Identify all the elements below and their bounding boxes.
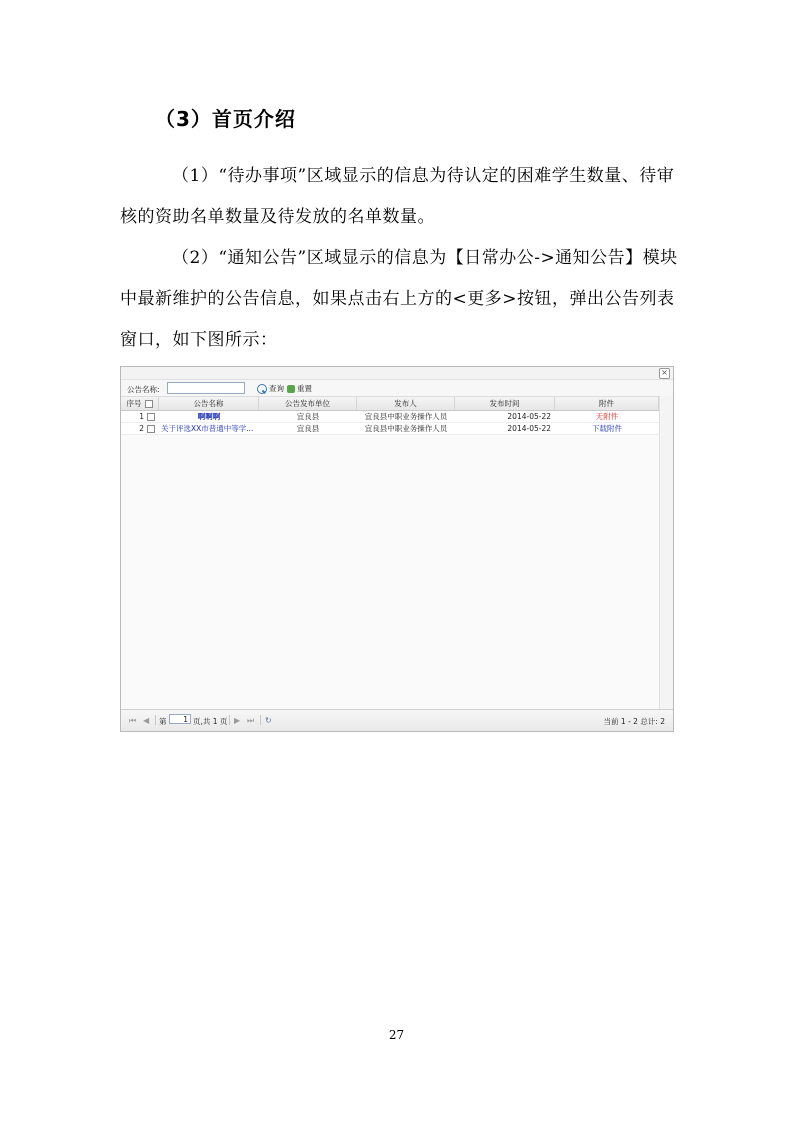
header-name[interactable]: 公告名称	[159, 397, 259, 410]
section-heading: （3）首页介绍	[155, 107, 296, 131]
row-unit: 宜良县	[296, 412, 320, 421]
reset-button-label: 重置	[297, 384, 312, 393]
vertical-scrollbar[interactable]	[659, 396, 673, 709]
row-time: 2014-05-22	[507, 412, 551, 421]
row-attachment[interactable]: 下载附件	[592, 424, 622, 433]
row-checkbox[interactable]	[147, 425, 155, 433]
pager-divider	[229, 715, 230, 725]
row-publisher: 宜良县中职业务操作人员	[364, 412, 448, 421]
name-filter-label: 公告名称:	[127, 385, 160, 394]
prev-page-icon[interactable]: ◀	[143, 716, 150, 725]
page-number-input[interactable]: 1	[169, 714, 191, 724]
row-seq-cell	[121, 423, 159, 434]
paragraph-todo: （1）“待办事项”区域显示的信息为待认定的困难学生数量、待审核的资助名单数量及待发放的名单数量。	[120, 166, 675, 227]
first-page-icon[interactable]: ⏮	[129, 716, 137, 725]
row-checkbox[interactable]	[147, 413, 155, 421]
paragraph-notice: （2）“通知公告”区域显示的信息为【日常办公->通知公告】模块中最新维护的公告信息，如果点击右上方的<更多>按钮，弹出公告列表窗口，如下图所示：	[120, 248, 678, 350]
pager-divider	[155, 715, 156, 725]
query-button[interactable]	[257, 383, 284, 394]
header-unit[interactable]: 公告发布单位	[259, 397, 357, 410]
header-time[interactable]: 发布时间	[455, 397, 555, 410]
row-name[interactable]: 关于评选XX市普通中等学...	[161, 424, 254, 433]
notice-list-window	[120, 366, 674, 732]
header-seq-label: 序号	[126, 399, 142, 408]
table-row[interactable]	[121, 423, 659, 435]
reset-button[interactable]	[287, 383, 312, 394]
row-seq-cell	[121, 411, 159, 422]
reset-icon	[287, 385, 295, 393]
next-page-icon[interactable]: ▶	[234, 716, 241, 725]
query-button-label: 查询	[269, 384, 284, 393]
row-seq: 2	[139, 424, 144, 433]
header-seq	[121, 397, 159, 410]
row-publisher: 宜良县中职业务操作人员	[364, 424, 448, 433]
pager-bar	[121, 709, 673, 731]
header-attachment[interactable]: 附件	[555, 397, 659, 410]
grid-header	[121, 397, 659, 411]
pager-divider	[260, 715, 261, 725]
search-icon	[257, 384, 267, 394]
header-publisher[interactable]: 发布人	[357, 397, 455, 410]
row-name[interactable]: 啊啊啊	[197, 412, 221, 421]
select-all-checkbox[interactable]	[145, 400, 153, 408]
last-page-icon[interactable]: ⏭	[247, 716, 255, 725]
row-seq: 1	[139, 412, 144, 421]
row-attachment[interactable]: 无附件	[595, 412, 619, 421]
name-filter-input[interactable]	[167, 382, 245, 394]
page-suffix: 页,共 1 页	[193, 717, 228, 726]
window-titlebar	[121, 367, 673, 380]
page-prefix: 第	[159, 717, 167, 726]
row-time: 2014-05-22	[507, 424, 551, 433]
pager-summary: 当前 1 - 2 总计: 2	[603, 717, 665, 726]
close-icon[interactable]: ×	[659, 368, 670, 379]
page-number: 27	[388, 1028, 405, 1042]
search-toolbar	[121, 380, 673, 397]
row-unit: 宜良县	[296, 424, 320, 433]
table-row[interactable]	[121, 411, 659, 423]
refresh-icon[interactable]: ↻	[265, 716, 272, 725]
